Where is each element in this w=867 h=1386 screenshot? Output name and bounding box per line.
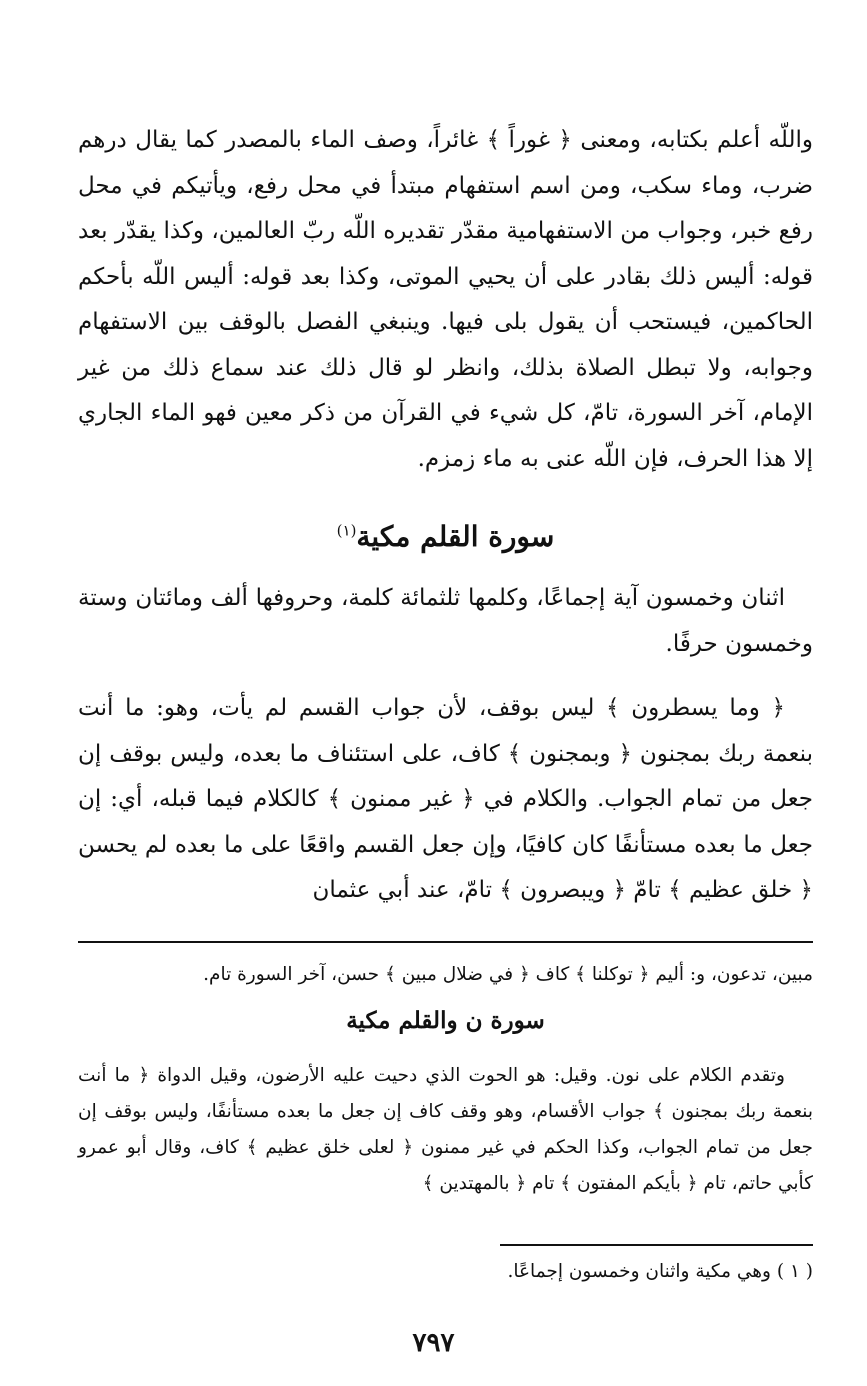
notes-text: وتقدم الكلام على نون. وقيل: هو الحوت الذي دحيت عليه الأرضون، وقيل الدواة ﴿ ما أنت بنعمة ربك بمجنون ﴾ جواب الأقسام، وهو وقف كاف إن جعل ما بعده مستأنفًا، وليس بوقف إن جعل من تمام الجواب، وكذا الحكم في غير ممنون ﴿ لعلى خلق عظيم ﴾ كاف، وقال أبو عمرو كأبي حاتم، تام ﴿ بأيكم المفتون ﴾ تام ﴿ بالمهتدين ﴾ xyxy=(78,1065,813,1194)
footnote xyxy=(78,1254,813,1290)
page-number: ٧٩٧ xyxy=(412,1328,455,1358)
footnote-divider xyxy=(500,1244,813,1246)
paragraph-verse-count xyxy=(78,576,813,667)
notes-divider xyxy=(78,941,813,943)
notes-surah-title: سورة ن والقلم مكية xyxy=(346,1007,545,1034)
paragraph-waqf xyxy=(78,686,813,914)
surah-heading xyxy=(78,520,813,553)
paragraph-text: واللّه أعلم بكتابه، ومعنى ﴿ غوراً ﴾ غائراً، وصف الماء بالمصدر كما يقال درهم ضرب، وماء سكب، ومن اسم استفهام مبتدأ في محل رفع، ويأتيكم في محل رفع خبر، وجواب من الاستفهامية مقدّر تقديره اللّه ربّ العالمين، وكذا يقدّر بعد قوله: أليس ذلك بقادر على أن يحيي الموتى، وكذا بعد قوله: أليس اللّه بأحكم الحاكمين، فيستحب أن يقول بلى فيها. وينبغي الفصل بالوقف بين الاستفهام وجوابه، ولا تبطل الصلاة بذلك، وانظر لو قال ذلك عند سماع ذلك من غير الإمام، آخر السورة، تامّ، كل شيء في القرآن من ذكر معين فهو الماء الجاري إلا هذا الحرف، فإن اللّه عنى به ماء زمزم. xyxy=(78,127,813,472)
footnote-reference: (١) xyxy=(336,521,357,540)
notes-surah-heading xyxy=(78,1007,813,1034)
notes-text: مبين، تدعون، و: أليم ﴿ توكلنا ﴾ كاف ﴿ في ضلال مبين ﴾ حسن، آخر السورة تام. xyxy=(203,964,813,985)
footnote-text: ( ١ ) وهي مكية واثنان وخمسون إجماعًا. xyxy=(507,1261,813,1282)
paragraph-text: ﴿ وما يسطرون ﴾ ليس بوقف، لأن جواب القسم لم يأت، وهو: ما أنت بنعمة ربك بمجنون ﴿ وبمجنون ﴾ كاف، على استئناف ما بعده، وليس بوقف إن جعل من تمام الجواب. والكلام في ﴿ غير ممنون ﴾ كالكلام فيما قبله، أي: إن جعل ما بعده مستأنفًا كان كافيًا، وإن جعل القسم واقعًا على ما بعده لم يحسن ﴿ خلق عظيم ﴾ تامّ ﴿ ويبصرون ﴾ تامّ، عند أبي عثمان xyxy=(78,695,813,903)
paragraph-text: اثنان وخمسون آية إجماعًا، وكلمها ثلثمائة كلمة، وحروفها ألف ومائتان وستة وخمسون حرفًا. xyxy=(78,585,813,657)
surah-title: سورة القلم مكية xyxy=(356,520,555,553)
notes-paragraph xyxy=(78,1058,813,1202)
notes-line xyxy=(78,957,813,993)
paragraph-commentary-end xyxy=(78,118,813,482)
